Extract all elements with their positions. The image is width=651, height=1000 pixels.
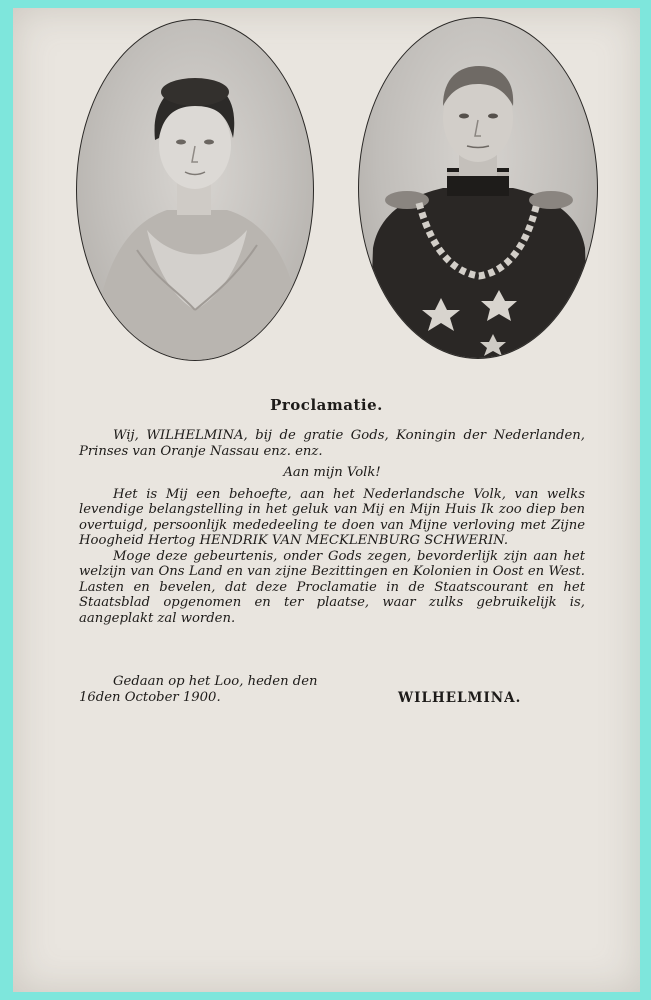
proclamation-paragraph-1: Het is Mij een behoefte, aan het Nederlandsche Volk, van welks levendige belangstelling in het geluk van Mij en Mijn Huis Ik zoo diep ben overtuigd, persoonlijk mededeeling te doen van Mijne verloving met Zijne Hoogheid Hertog HENDRIK VAN MECKLENBURG SCHWERIN.: [79, 486, 585, 548]
place-date: [79, 674, 379, 705]
portrait-queen: [76, 19, 314, 361]
proclamation-paragraph-2: Moge deze gebeurtenis, onder Gods zegen, bevorderlijk zijn aan het welzijn van Ons Land en van zijne Bezittingen en Kolonien in Oost en West. Lasten en bevelen, dat deze Proclamatie in de Staatscourant en het Staatsblad opgenomen en ter plaatse, waar zulks gebruikelijk is, aangeplakt zal worden.: [79, 548, 585, 626]
portrait-duke: [358, 17, 598, 359]
postcard: [13, 8, 640, 992]
place-date-line-2: 16den October 1900.: [79, 689, 221, 705]
proclamation-intro: Wij, WILHELMINA, bij de gratie Gods, Koningin der Nederlanden, Prinses van Oranje Nassau enz. enz.: [79, 428, 585, 459]
place-date-line-1: Gedaan op het Loo, heden den: [113, 674, 318, 689]
proclamation-body: [79, 428, 585, 626]
proclamation-salutation: Aan mijn Volk!: [283, 465, 381, 480]
proclamation-title: Proclamatie.: [270, 396, 383, 414]
duke-portrait-illustration: [359, 18, 597, 358]
queen-portrait-illustration: [77, 20, 313, 360]
signature: WILHELMINA.: [398, 690, 522, 706]
